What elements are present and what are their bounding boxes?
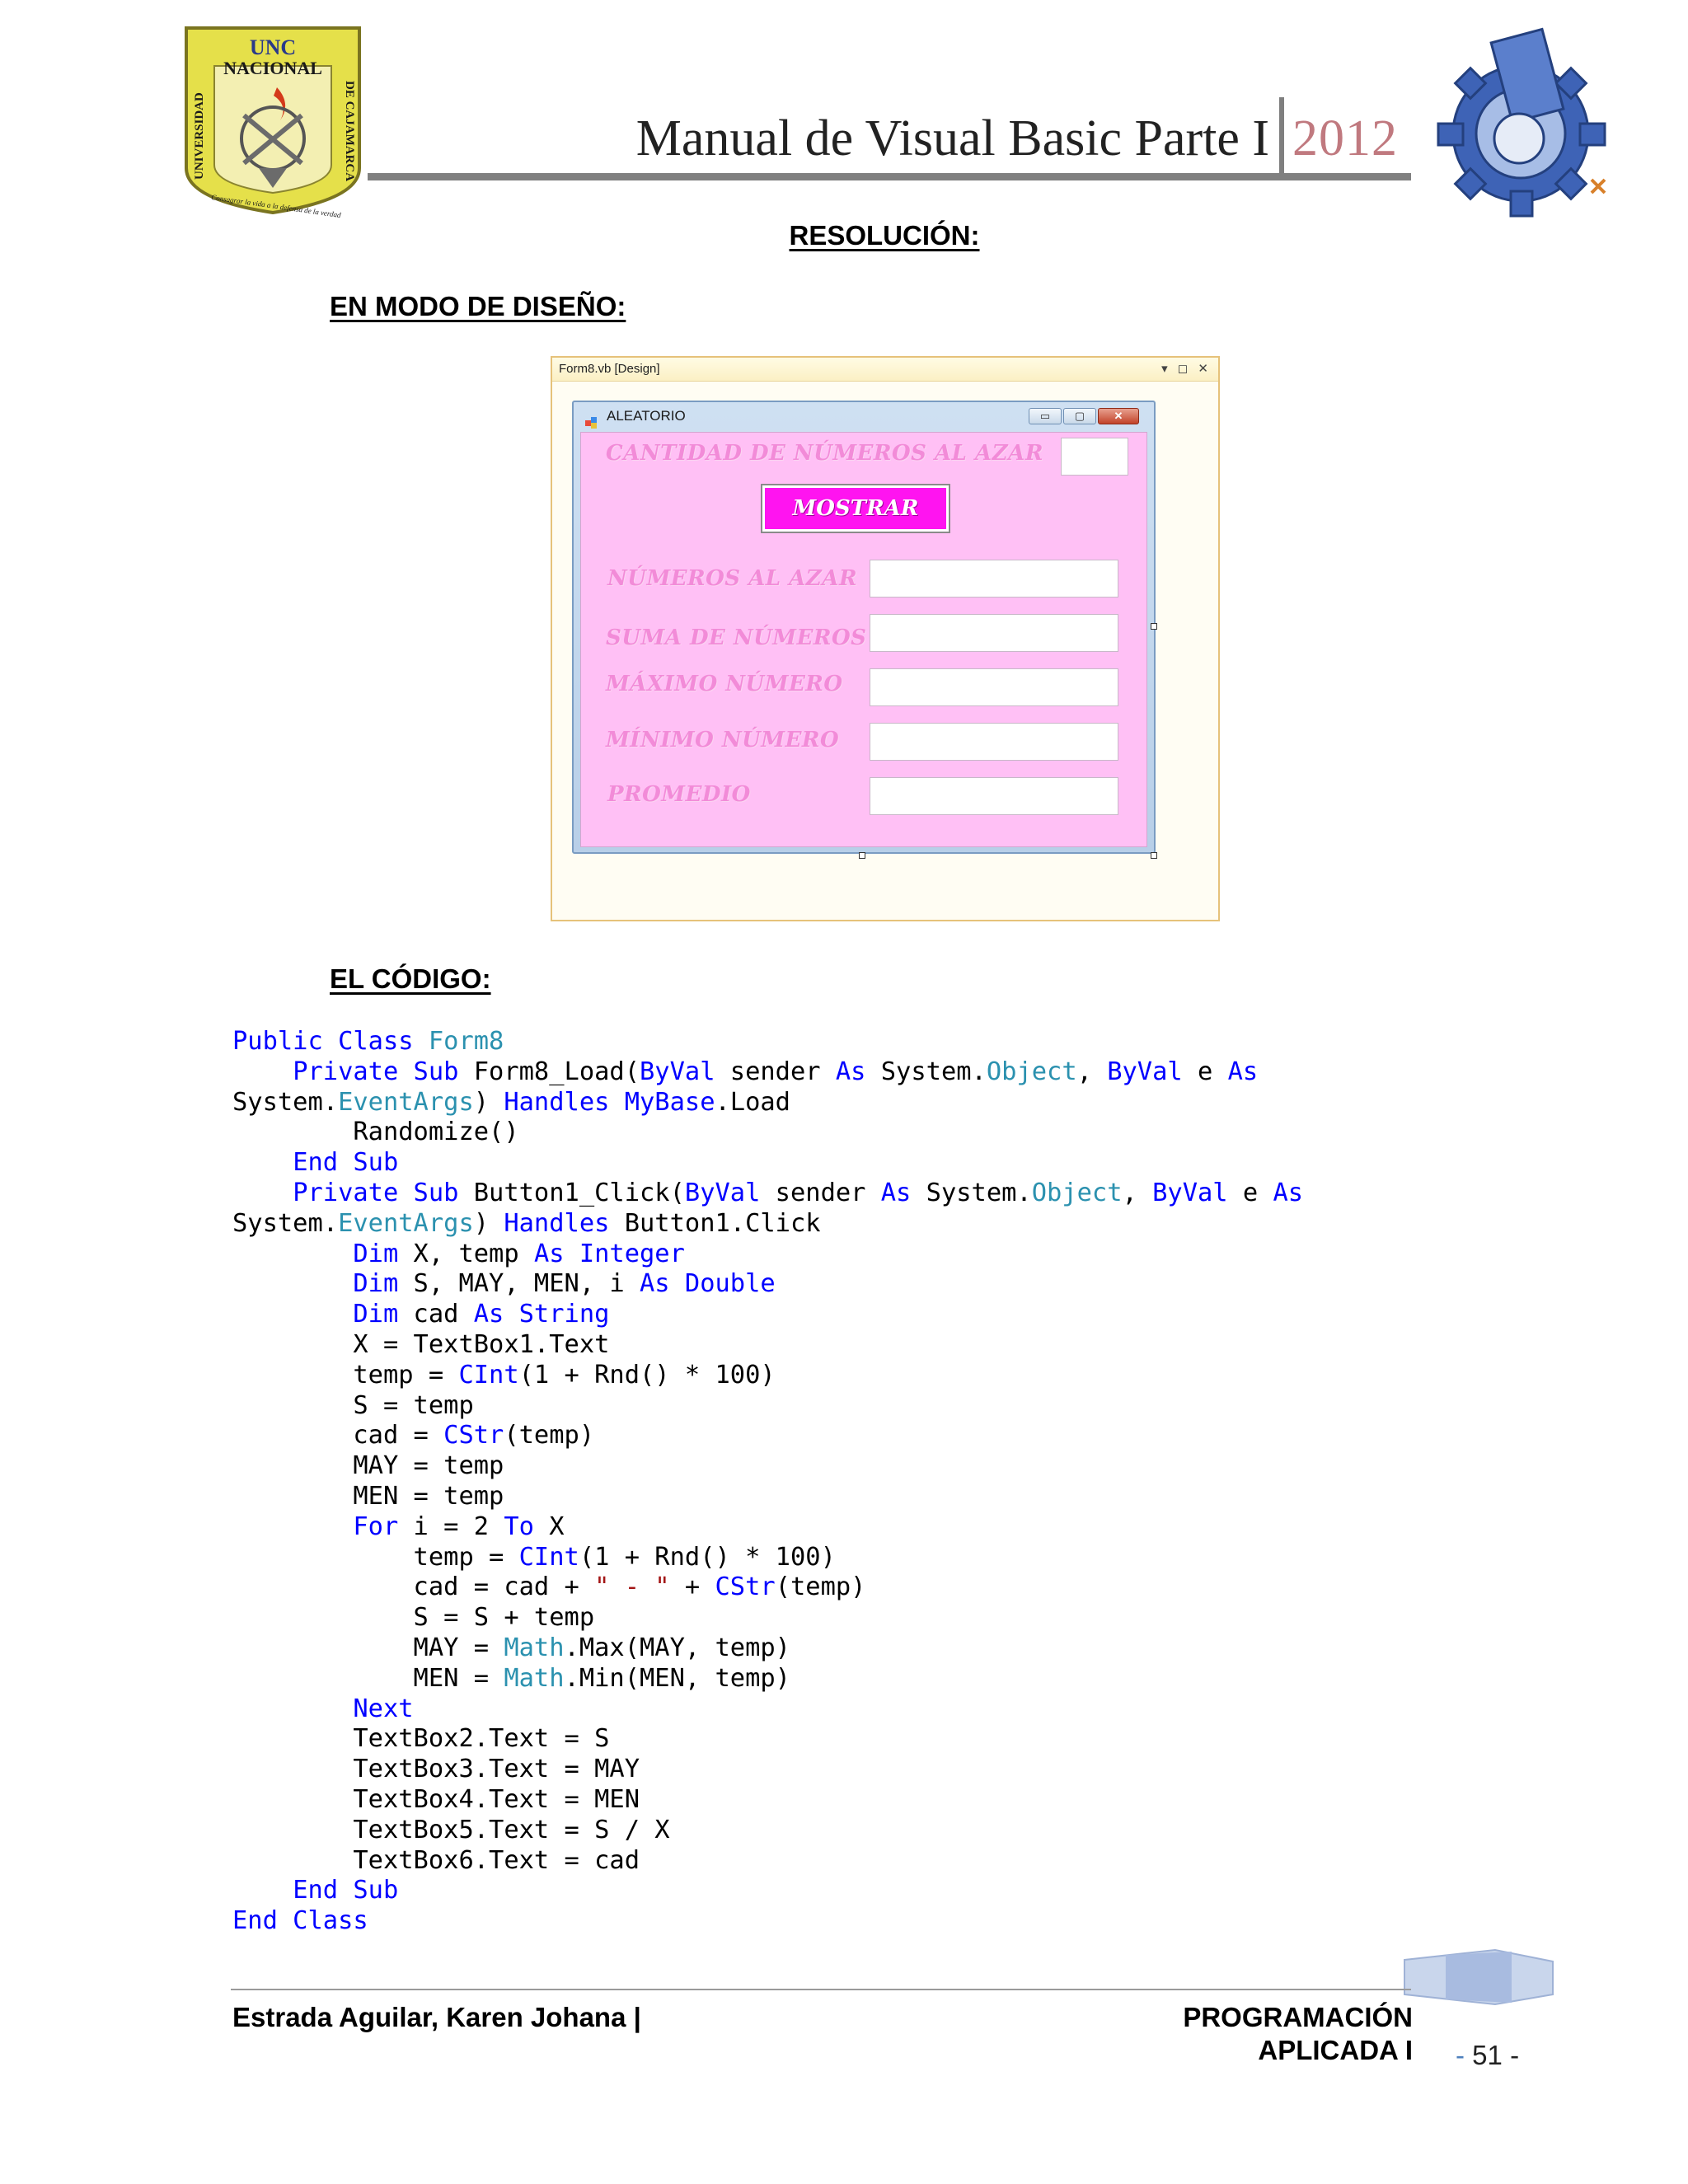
page-dash-right: - xyxy=(1510,2040,1520,2070)
code-keyword: ByVal xyxy=(640,1057,715,1086)
code-string: " - " xyxy=(594,1572,670,1602)
page-number xyxy=(1456,2039,1519,2072)
footer-course: PROGRAMACIÓN APLICADA I xyxy=(1183,2002,1413,2065)
min-output[interactable] xyxy=(870,723,1118,761)
code-type: Math xyxy=(504,1633,565,1662)
code-keyword: To xyxy=(504,1511,534,1541)
code-keyword: MyBase xyxy=(624,1087,715,1117)
code-text xyxy=(609,1088,624,1117)
resize-handle-right[interactable] xyxy=(1151,623,1157,630)
code-text xyxy=(414,1027,429,1056)
code-text: MEN = temp xyxy=(232,1481,504,1511)
code-text: sender xyxy=(715,1057,836,1086)
code-line xyxy=(232,1755,640,1783)
svg-text:DE CAJAMARCA: DE CAJAMARCA xyxy=(343,81,356,182)
code-line xyxy=(232,1543,836,1572)
code-keyword: End Sub xyxy=(293,1148,399,1178)
code-text xyxy=(232,1512,353,1541)
code-line xyxy=(232,1361,776,1390)
code-type: EventArgs xyxy=(338,1208,474,1238)
code-keyword: CStr xyxy=(443,1421,504,1451)
code-text: System. xyxy=(911,1178,1032,1207)
designer-tab-label: Form8.vb [Design] xyxy=(559,362,660,376)
page-dash-left: - xyxy=(1456,2040,1465,2070)
code-keyword: Private Sub xyxy=(293,1178,459,1207)
form-app-icon xyxy=(585,410,598,422)
code-type: Object xyxy=(986,1057,1077,1086)
close-button[interactable]: ✕ xyxy=(1098,408,1139,424)
code-line xyxy=(232,1179,1303,1207)
footer-rule xyxy=(231,1989,1411,1990)
footer-author: Estrada Aguilar, Karen Johana | xyxy=(232,2002,641,2032)
code-line xyxy=(232,1846,640,1875)
sum-output[interactable] xyxy=(870,614,1118,652)
code-text: S, MAY, MEN, i xyxy=(398,1269,640,1299)
code-line xyxy=(232,1694,414,1723)
code-text: sender xyxy=(760,1178,881,1207)
resize-handle-bottom[interactable] xyxy=(859,852,865,859)
max-output[interactable] xyxy=(870,668,1118,706)
code-line xyxy=(232,1482,504,1511)
code-line xyxy=(232,1027,504,1056)
code-line xyxy=(232,1512,565,1541)
page-number-value: 51 xyxy=(1472,2040,1503,2070)
code-keyword: Dim xyxy=(353,1239,399,1268)
code-text: TextBox5.Text = S / X xyxy=(232,1815,670,1844)
code-keyword: Private Sub xyxy=(293,1057,459,1086)
code-keyword: As xyxy=(880,1178,912,1207)
count-input[interactable] xyxy=(1061,438,1128,476)
heading-code: EL CÓDIGO: xyxy=(330,963,491,994)
code-line xyxy=(232,1572,865,1601)
code-text: ) xyxy=(473,1208,504,1238)
code-keyword: As xyxy=(835,1057,866,1086)
code-text: TextBox4.Text = MEN xyxy=(232,1784,640,1814)
code-keyword: As xyxy=(640,1269,670,1299)
code-text: cad = cad + xyxy=(232,1572,595,1602)
minimize-button[interactable]: ▭ xyxy=(1029,408,1062,424)
code-line xyxy=(232,1906,368,1935)
designer-tab[interactable] xyxy=(552,358,1218,382)
code-keyword: For xyxy=(353,1511,399,1541)
code-text: X = TextBox1.Text xyxy=(232,1329,610,1359)
code-line xyxy=(232,1148,398,1177)
code-text: Button1.Click xyxy=(609,1208,821,1238)
code-listing xyxy=(232,1027,1303,1937)
code-text: , xyxy=(1076,1057,1108,1086)
code-line xyxy=(232,1664,790,1693)
form-title: ALEATORIO xyxy=(607,408,686,424)
code-keyword: CStr xyxy=(715,1572,776,1602)
code-text: (temp) xyxy=(504,1421,595,1451)
code-text: TextBox6.Text = cad xyxy=(232,1845,640,1875)
code-keyword: CInt xyxy=(458,1360,519,1390)
code-text: cad = xyxy=(232,1421,444,1451)
svg-text:UNC: UNC xyxy=(249,35,297,59)
code-line xyxy=(232,1088,790,1117)
code-line xyxy=(232,1816,670,1844)
code-text: System. xyxy=(865,1057,987,1086)
code-text xyxy=(232,1876,293,1905)
count-label: CANTIDAD DE NÚMEROS AL AZAR xyxy=(606,441,1043,466)
code-line xyxy=(232,1057,1258,1086)
code-text xyxy=(232,1694,353,1723)
heading-resolution: RESOLUCIÓN: xyxy=(789,220,980,251)
random-numbers-output[interactable] xyxy=(870,560,1118,598)
code-type: Form8 xyxy=(428,1027,504,1056)
code-keyword: Next xyxy=(353,1694,414,1723)
code-keyword: ByVal xyxy=(684,1178,761,1207)
field-label-max: MÁXIMO NÚMERO xyxy=(606,672,843,696)
code-keyword: Integer xyxy=(579,1239,685,1268)
form-client-area xyxy=(580,432,1147,847)
code-text: cad xyxy=(398,1300,474,1329)
code-keyword: As xyxy=(1227,1057,1259,1086)
code-keyword: End Class xyxy=(232,1906,368,1936)
code-keyword: CInt xyxy=(518,1542,579,1572)
svg-text:UNIVERSIDAD: UNIVERSIDAD xyxy=(193,92,206,180)
title-year: 2012 xyxy=(1292,110,1398,166)
maximize-button[interactable]: ▢ xyxy=(1063,408,1096,424)
code-keyword: String xyxy=(518,1300,610,1329)
page-title: Manual de Visual Basic Parte I xyxy=(635,110,1269,166)
code-text: TextBox2.Text = S xyxy=(232,1724,610,1754)
code-keyword: Handles xyxy=(504,1087,610,1117)
field-label-random: NÚMEROS AL AZAR xyxy=(607,566,858,591)
code-text: Button1_Click( xyxy=(458,1178,685,1207)
code-text: temp = xyxy=(232,1360,459,1390)
code-keyword: As xyxy=(533,1239,565,1268)
code-text: MAY = xyxy=(232,1633,504,1662)
code-keyword: End Sub xyxy=(293,1876,399,1905)
code-text: System. xyxy=(232,1208,339,1238)
code-keyword: As xyxy=(1273,1178,1304,1207)
code-text xyxy=(565,1240,579,1268)
svg-text:Consagrar la vida a la defensa: Consagrar la vida a la defensa de la verdad xyxy=(210,193,342,218)
code-line xyxy=(232,1240,685,1268)
code-text: .Min(MEN, temp) xyxy=(564,1663,790,1693)
title-separator xyxy=(1279,97,1284,176)
code-text: e xyxy=(1227,1178,1273,1207)
designer-window xyxy=(551,356,1220,921)
code-text: + xyxy=(669,1572,715,1602)
code-keyword: Public Class xyxy=(232,1027,414,1056)
code-text xyxy=(232,1300,353,1329)
footer-decoration-icon xyxy=(1396,1945,1561,2009)
gear-emblem-icon xyxy=(1430,18,1611,224)
code-text: Randomize() xyxy=(232,1118,519,1147)
code-line xyxy=(232,1724,609,1753)
designer-tab-controls[interactable]: ▾ ◻ ✕ xyxy=(1161,362,1212,376)
code-line xyxy=(232,1451,504,1480)
field-label-min: MÍNIMO NÚMERO xyxy=(606,728,840,752)
code-text: (temp) xyxy=(775,1572,866,1602)
resize-handle-corner[interactable] xyxy=(1151,852,1157,859)
code-text xyxy=(232,1148,293,1177)
code-type: EventArgs xyxy=(338,1087,474,1117)
code-text: e xyxy=(1182,1057,1228,1086)
code-text xyxy=(670,1269,685,1298)
code-text: (1 + Rnd() * 100) xyxy=(579,1542,836,1572)
code-type: Object xyxy=(1031,1178,1123,1207)
code-keyword: Dim xyxy=(353,1300,399,1329)
code-text: System. xyxy=(232,1087,339,1117)
code-line xyxy=(232,1421,594,1450)
code-text: .Max(MAY, temp) xyxy=(564,1633,790,1662)
header-rule xyxy=(368,173,1411,180)
code-text: ) xyxy=(473,1087,504,1117)
code-keyword: Dim xyxy=(353,1269,399,1299)
code-text: X, temp xyxy=(398,1239,534,1268)
code-text: (1 + Rnd() * 100) xyxy=(518,1360,776,1390)
heading-design-mode: EN MODO DE DISEÑO: xyxy=(330,291,626,321)
average-output[interactable] xyxy=(870,777,1118,815)
svg-text:NACIONAL: NACIONAL xyxy=(223,58,322,78)
code-keyword: ByVal xyxy=(1107,1057,1183,1086)
code-text: S = S + temp xyxy=(232,1603,595,1633)
code-line xyxy=(232,1633,790,1662)
code-type: Math xyxy=(504,1663,565,1693)
code-text: temp = xyxy=(232,1542,519,1572)
field-label-average: PROMEDIO xyxy=(607,782,751,807)
code-text: S = temp xyxy=(232,1390,474,1420)
form-titlebar[interactable] xyxy=(574,402,1154,430)
form-window xyxy=(572,401,1156,854)
code-line xyxy=(232,1876,398,1905)
code-text: X xyxy=(533,1511,565,1541)
code-text: i = 2 xyxy=(398,1511,504,1541)
university-crest-icon xyxy=(178,23,368,218)
code-line xyxy=(232,1603,594,1632)
code-text: MEN = xyxy=(232,1663,504,1693)
field-label-sum: SUMA DE NÚMEROS xyxy=(606,626,867,650)
code-line xyxy=(232,1118,519,1146)
code-keyword: Handles xyxy=(504,1208,610,1238)
code-text xyxy=(232,1057,293,1086)
code-line xyxy=(232,1785,640,1814)
code-keyword: Double xyxy=(684,1269,776,1299)
code-text: .Load xyxy=(715,1087,790,1117)
show-button[interactable]: MOSTRAR xyxy=(762,485,949,532)
code-text xyxy=(232,1179,293,1207)
code-text: Form8_Load( xyxy=(458,1057,640,1086)
code-line xyxy=(232,1269,776,1298)
code-keyword: ByVal xyxy=(1152,1178,1228,1207)
code-line xyxy=(232,1391,474,1420)
code-text: MAY = temp xyxy=(232,1451,504,1481)
code-line xyxy=(232,1300,609,1329)
code-line xyxy=(232,1330,609,1359)
code-keyword: As xyxy=(473,1300,504,1329)
code-text xyxy=(232,1269,353,1298)
code-text: TextBox3.Text = MAY xyxy=(232,1755,640,1784)
code-line xyxy=(232,1209,821,1238)
code-text: , xyxy=(1122,1178,1153,1207)
code-text xyxy=(504,1300,518,1329)
code-text xyxy=(232,1240,353,1268)
